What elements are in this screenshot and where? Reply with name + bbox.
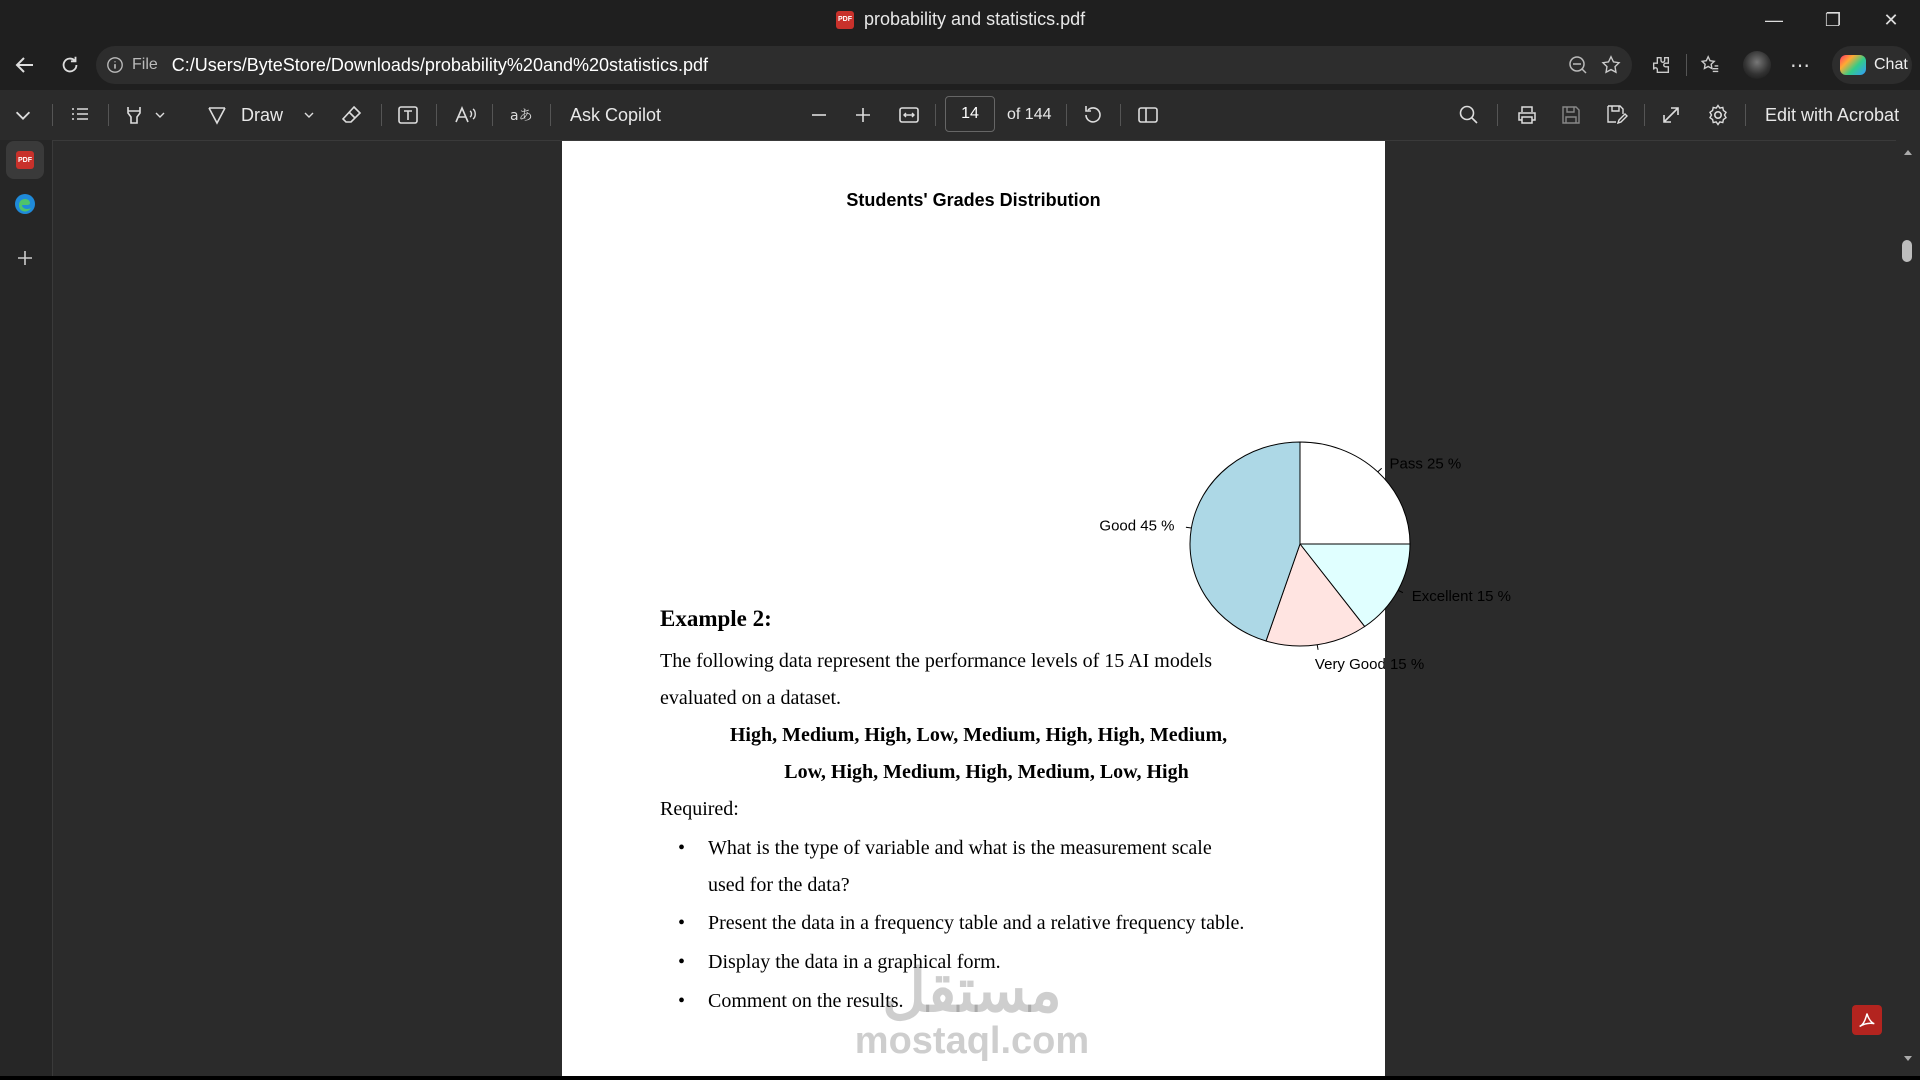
tab[interactable] (836, 9, 1085, 30)
bullet-marker: • (678, 951, 686, 973)
table-of-contents-icon (68, 103, 92, 127)
save-as-button[interactable] (1605, 90, 1629, 140)
bullet-item: Display the data in a graphical form. (708, 951, 1001, 973)
intro-line: The following data represent the performance levels of 15 AI models (660, 650, 1213, 672)
favorites-button[interactable] (1697, 52, 1723, 78)
page-number-input[interactable]: 14 (945, 96, 995, 132)
chevron-down-icon (12, 104, 34, 126)
fit-width-icon (897, 103, 921, 127)
scroll-down-arrow-icon[interactable] (1902, 1054, 1914, 1064)
print-icon (1515, 103, 1539, 127)
refresh-icon (59, 54, 81, 76)
divider (1497, 104, 1498, 126)
acrobat-icon (1856, 1009, 1878, 1031)
page-view-button[interactable] (1136, 90, 1160, 140)
watermark-arabic: مستقل (882, 957, 1062, 1024)
divider (935, 104, 936, 126)
tab-title: probability and statistics.pdf (864, 9, 1086, 29)
divider (1745, 104, 1746, 126)
example-heading: Example 2: (660, 606, 772, 631)
divider (1120, 104, 1121, 126)
draw-button[interactable] (205, 90, 315, 140)
eraser-icon (340, 103, 364, 127)
pie-label-leader (1317, 645, 1318, 650)
ask-copilot-button[interactable] (570, 90, 661, 140)
total-pages-label: of 144 (1007, 106, 1052, 123)
divider (550, 104, 551, 126)
save-icon (1560, 104, 1582, 126)
read-aloud-button[interactable] (453, 90, 479, 140)
data-values-line: High, Medium, High, Low, Medium, High, High, Medium, (729, 724, 1228, 746)
print-button[interactable] (1515, 90, 1539, 140)
zoom-in-button[interactable] (852, 90, 874, 140)
address-bar[interactable] (96, 46, 1632, 84)
highlighter-icon (122, 103, 146, 127)
pdf-tab-button[interactable] (6, 141, 44, 179)
pdf-page (562, 141, 1512, 1076)
pdf-file-icon: PDF (16, 151, 34, 169)
copilot-icon (1840, 55, 1866, 75)
restore-icon: ❐ (1824, 9, 1842, 30)
scroll-thumb[interactable] (1902, 240, 1912, 262)
edge-icon (13, 192, 37, 216)
divider (1066, 104, 1067, 126)
avatar (1743, 51, 1771, 79)
translate-icon (508, 103, 534, 127)
edit-with-acrobat-button[interactable] (1765, 90, 1899, 140)
divider (108, 104, 109, 126)
favorites-list-icon (1699, 54, 1721, 76)
erase-button[interactable] (340, 90, 364, 140)
pie-label-excellent: Excellent 15 % (1411, 587, 1512, 605)
pie-label-leader (1378, 468, 1382, 472)
translate-button[interactable] (508, 90, 534, 140)
data-values-line: Low, High, Medium, High, Medium, Low, High (784, 761, 1189, 783)
divider (381, 104, 382, 126)
pie-label-leader (1398, 590, 1403, 592)
scroll-up-arrow-icon[interactable] (1902, 147, 1914, 157)
minimize-button[interactable] (1754, 6, 1794, 34)
chart-title: Students' Grades Distribution (846, 190, 1101, 210)
collapse-toolbar-button[interactable] (12, 90, 34, 140)
contents-button[interactable] (68, 90, 92, 140)
pdf-file-icon: PDF (836, 11, 854, 29)
favorite-star-icon[interactable] (1600, 54, 1622, 76)
minimize-icon: — (1765, 9, 1783, 30)
divider (436, 104, 437, 126)
close-window-button[interactable] (1871, 6, 1911, 34)
pie-label-leader (1186, 527, 1191, 528)
profile-button[interactable] (1742, 50, 1772, 80)
puzzle-icon (1650, 54, 1672, 76)
divider (492, 104, 493, 126)
rotate-button[interactable] (1081, 90, 1105, 140)
copilot-chat-button[interactable] (1832, 46, 1912, 84)
info-icon[interactable] (106, 56, 124, 74)
required-label: Required: (660, 798, 739, 820)
chat-label: Chat (1874, 56, 1908, 73)
zoom-out-icon[interactable] (1568, 55, 1588, 75)
two-page-view-icon (1136, 103, 1160, 127)
draw-pen-icon (205, 103, 229, 127)
text-box-icon (396, 103, 420, 127)
address-row (0, 40, 1920, 90)
intro-line: evaluated on a dataset. (660, 687, 842, 709)
edge-button[interactable] (13, 192, 37, 216)
url-text[interactable]: C:/Users/ByteStore/Downloads/probability%20and%20statistics.pdf (171, 54, 709, 75)
bullet-item: What is the type of variable and what is the measurement scale (708, 837, 1212, 859)
pie-label-pass: Pass 25 % (1389, 455, 1462, 473)
more-options-button[interactable] (1787, 52, 1813, 78)
bullet-item-continued: used for the data? (708, 874, 850, 896)
vertical-scrollbar[interactable] (1896, 140, 1920, 1080)
divider (1644, 104, 1645, 126)
acrobat-button[interactable] (1852, 1005, 1882, 1035)
add-sidebar-app-button[interactable] (13, 246, 37, 270)
save-button[interactable] (1560, 90, 1582, 140)
bullet-marker: • (678, 837, 686, 859)
svg-text:aあ: aあ (510, 108, 533, 124)
bullet-item: Comment on the results. (708, 990, 904, 1012)
search-icon (1458, 104, 1480, 126)
pie-label-very-good: Very Good 15 % (1314, 655, 1425, 673)
more-dots-icon: ⋯ (1790, 54, 1810, 77)
settings-button[interactable] (1706, 90, 1730, 140)
refresh-button[interactable] (55, 50, 85, 80)
back-button[interactable] (10, 50, 40, 80)
divider (52, 104, 53, 126)
plus-icon (13, 246, 37, 270)
read-aloud-icon (453, 103, 479, 127)
draw-label: Draw (241, 104, 284, 125)
save-as-icon (1605, 103, 1629, 127)
divider (1686, 54, 1687, 76)
full-screen-button[interactable] (1660, 90, 1682, 140)
bullet-item: Present the data in a frequency table and a relative frequency table. (708, 912, 1245, 934)
add-text-button[interactable] (396, 90, 420, 140)
expand-icon (1660, 104, 1682, 126)
back-arrow-icon (13, 53, 37, 77)
edit-with-acrobat-label: Edit with Acrobat (1765, 104, 1900, 125)
zoom-out-button[interactable] (808, 90, 830, 140)
fit-to-width-button[interactable] (897, 90, 921, 140)
bottom-edge (0, 1076, 1920, 1080)
find-button[interactable] (1458, 90, 1480, 140)
restore-button[interactable] (1813, 6, 1853, 34)
side-panel (0, 140, 53, 1080)
bullet-marker: • (678, 912, 686, 934)
pdf-toolbar (0, 90, 1920, 141)
minus-icon (808, 104, 830, 126)
gear-icon (1706, 103, 1730, 127)
close-icon: ✕ (1883, 9, 1899, 30)
highlight-button[interactable] (122, 90, 166, 140)
url-scheme-label: File (132, 56, 158, 73)
watermark (832, 957, 1112, 1062)
watermark-latin: mostaql.com (854, 1020, 1090, 1062)
chevron-down-icon (154, 109, 166, 121)
plus-icon (852, 104, 874, 126)
pie-label-good: Good 45 % (1099, 517, 1175, 535)
rotate-icon (1081, 103, 1105, 127)
chevron-down-icon (303, 109, 315, 121)
bullet-marker: • (678, 990, 686, 1012)
ask-copilot-label: Ask Copilot (570, 104, 662, 125)
title-bar (0, 0, 1920, 40)
extensions-button[interactable] (1648, 52, 1674, 78)
